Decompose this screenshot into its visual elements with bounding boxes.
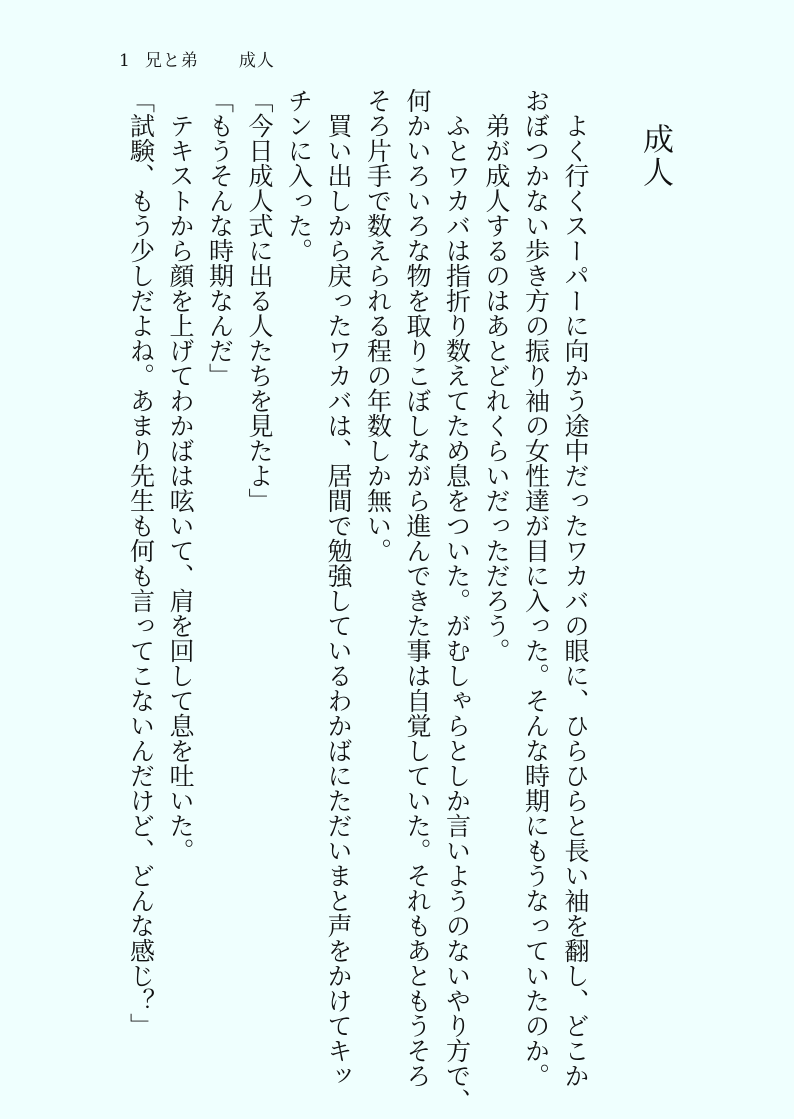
body-line: 何かいろいろな物を取りこぼしながら進んできた事は自覚していた。それもあともうそろ [403,88,432,1088]
page-number: 1 [119,51,131,71]
body-line: よく行くスーパーに向かう途中だったワカバの眼に、ひらひらと長い袖を翻し、どこか [561,113,590,1088]
body-line: 弟が成人するのはあとどれくらいだっただろう。 [482,113,511,663]
dialogue-line: 「もうそんな時期なんだ」 [205,88,235,388]
body-line: 買い出しから戻ったワカバは、居間で勉強しているわかばにただいまと声をかけてキッ [324,113,353,1088]
title-spacer [595,88,622,1088]
section-title: 成人 [238,51,275,71]
body-line: おぼつかない歩き方の振り袖の女性達が目に入った。そんな時期にもうなっていたのか。 [521,88,551,1088]
dialogue-line: 「試験、もう少しだよね。あまり先生も何も言ってこないんだけど、どんな感じ？」 [126,88,156,1038]
body-line: ふとワカバは指折り数えてため息をついた。がむしゃらとしか言いようのないやり方で、 [442,113,472,1113]
body-line: そろ片手で数えられる程の年数しか無い。 [363,88,393,563]
running-header [119,46,275,71]
story-title: 成人 [637,123,673,189]
dialogue-line: 「今日成人式に出る人たちを見たよ」 [245,88,274,513]
body-line: テキストから顔を上げてわかばは呟いて、肩を回して息を吐いた。 [166,113,195,863]
vertical-body-text [118,88,688,1113]
chapter-title: 兄と弟 [144,51,199,71]
body-line: チンに入った。 [284,88,314,263]
